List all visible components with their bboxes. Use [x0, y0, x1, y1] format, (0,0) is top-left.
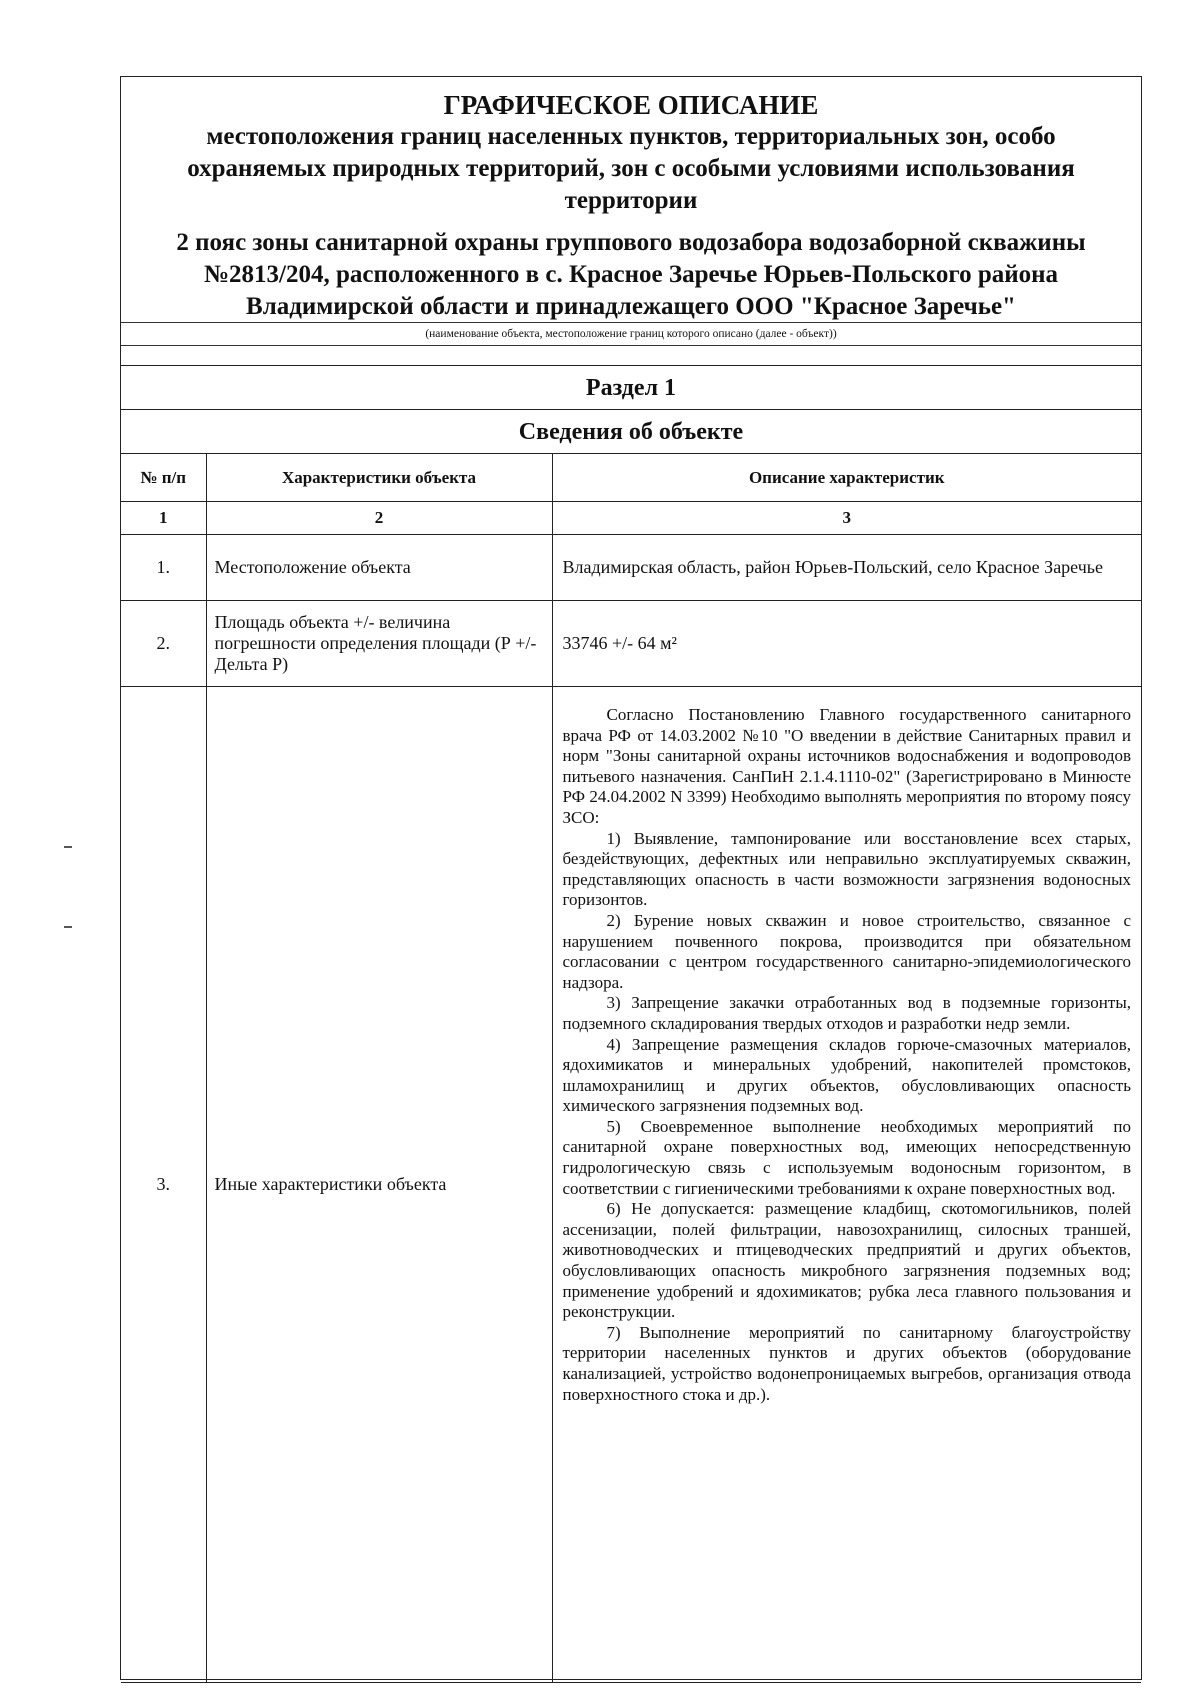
object-info-table — [121, 453, 1141, 1683]
row-number: 1. — [121, 535, 206, 601]
col-header-characteristic: Характеристики объекта — [206, 454, 552, 502]
section-subtitle — [121, 409, 1141, 454]
scan-mark — [64, 926, 72, 928]
row-value: Владимирская область, район Юрьев-Польский, село Красное Заречье — [552, 535, 1141, 601]
col-number-1: 1 — [121, 502, 206, 535]
table-header-row — [121, 454, 1141, 502]
document-subtitle: местоположения границ населенных пунктов, территориальных зон, особо охраняемых природных территорий, зон с особыми условиями использования территории — [187, 123, 1075, 214]
row-label: Иные характеристики объекта — [206, 687, 552, 1683]
table-row — [121, 687, 1141, 1683]
paragraph: 7) Выполнение мероприятий по санитарному благоустройству территории населенных пунктов и других объектов (оборудование канализацией, устройство водонепроницаемых выгребов, организация отвода поверхностного стока и др.). — [562, 1322, 1131, 1404]
table-row — [121, 535, 1141, 601]
paragraph: 1) Выявление, тампонирование или восстановление всех старых, бездействующих, дефектных или неправильно эксплуатируемых скважин, представляющих опасность в части возможности загрязнения водоносных горизонтов. — [562, 828, 1131, 910]
section-title-text: Раздел 1 — [585, 375, 677, 401]
paragraph: Согласно Постановлению Главного государственного санитарного врача РФ от 14.03.2002 №10 "О введении в действие Санитарных правил и норм "Зоны санитарной охраны источников водоснабжения и водопроводов питьевого назначения. СанПиН 2.1.4.1110-02" (Зарегистрировано в Минюсте РФ 24.04.2002 N 3399) Необходимо выполнять мероприятия по второму поясу ЗСО: — [562, 705, 1131, 827]
row-label: Площадь объекта +/- величина погрешности определения площади (Р +/- Дельта Р) — [206, 601, 552, 687]
paragraph: 4) Запрещение размещения складов горюче-смазочных материалов, ядохимикатов и минеральных удобрений, накопителей промстоков, шламохранилищ и других объектов, обусловливающих опасность химического загрязнения подземных вод. — [562, 1034, 1131, 1116]
object-name: 2 пояс зоны санитарной охраны группового водозабора водозаборной скважины №2813/204, расположенного в с. Красное Заречье Юрьев-Польского района Владимирской области и принадлежащего ООО "Красное Заречье" — [176, 229, 1086, 320]
paragraph: 3) Запрещение закачки отработанных вод в подземные горизонты, подземного складирования твердых отходов и разработки недр земли. — [562, 993, 1131, 1033]
paragraph: 2) Бурение новых скважин и новое строительство, связанное с нарушением почвенного покрова, производится при обязательном согласовании с центром государственного санитарно-эпидемиологического надзора. — [562, 910, 1131, 992]
col-number-2: 2 — [206, 502, 552, 535]
row-number: 3. — [121, 687, 206, 1683]
table-row — [121, 601, 1141, 687]
section-subtitle-text: Сведения об объекте — [518, 419, 744, 445]
document-frame — [120, 76, 1142, 1680]
col-number-3: 3 — [552, 502, 1141, 535]
object-caption: (наименование объекта, местоположение границ которого описано (далее - объект)) — [121, 322, 1141, 346]
col-header-number: № п/п — [121, 454, 206, 502]
row-label: Местоположение объекта — [206, 535, 552, 601]
row-number: 2. — [121, 601, 206, 687]
col-header-description: Описание характеристик — [552, 454, 1141, 502]
scan-mark — [64, 846, 72, 848]
row-value-text — [552, 687, 1141, 1683]
section-title — [121, 365, 1141, 410]
document-title: ГРАФИЧЕСКОЕ ОПИСАНИЕ — [443, 90, 819, 120]
paragraph: 5) Своевременное выполнение необходимых мероприятий по санитарной охране поверхностных вод, имеющих непосредственную гидрологическую связь с используемым водоносным горизонтом, в соответствии с гигиеническими требованиями к охране поверхностных вод. — [562, 1116, 1131, 1198]
paragraph: 6) Не допускается: размещение кладбищ, скотомогильников, полей ассенизации, полей фильтрации, навозохранилищ, силосных траншей, животноводческих и птицеводческих предприятий и других объектов, обусловливающих опасность микробного загрязнения подземных вод; применение удобрений и ядохимикатов; рубка леса главного пользования и реконструкции. — [562, 1199, 1131, 1322]
row-value: 33746 +/- 64 м² — [552, 601, 1141, 687]
column-number-row — [121, 502, 1141, 535]
